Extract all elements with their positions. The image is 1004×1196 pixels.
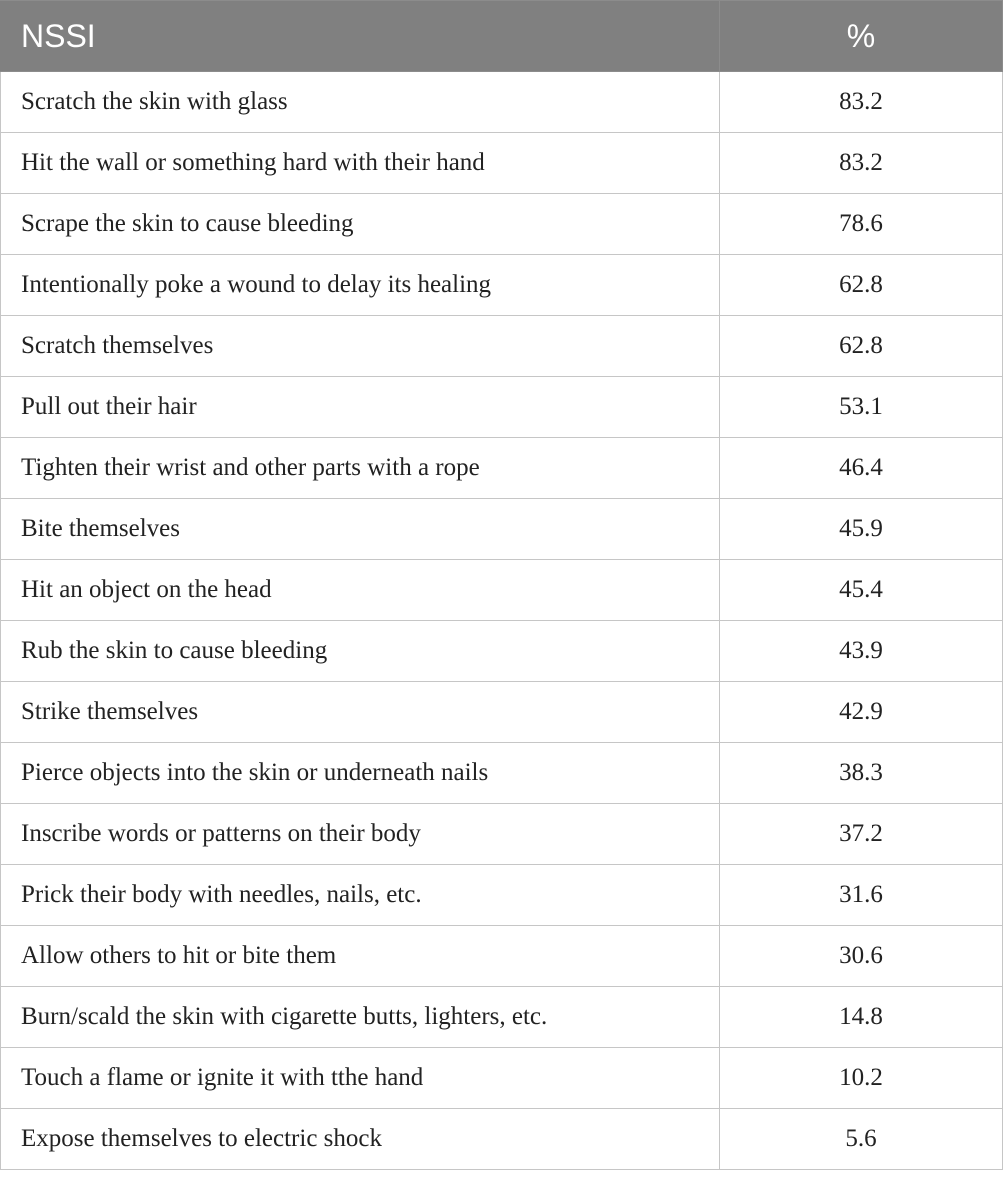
percent-cell: 42.9 xyxy=(720,682,1003,743)
header-row xyxy=(1,1,1003,72)
nssi-behavior-cell: Burn/scald the skin with cigarette butts, lighters, etc. xyxy=(1,987,720,1048)
table-row xyxy=(1,1109,1003,1170)
percent-cell: 37.2 xyxy=(720,804,1003,865)
percent-cell: 83.2 xyxy=(720,72,1003,133)
table-row xyxy=(1,865,1003,926)
percent-cell: 83.2 xyxy=(720,133,1003,194)
nssi-behavior-cell: Hit an object on the head xyxy=(1,560,720,621)
percent-cell: 30.6 xyxy=(720,926,1003,987)
table-row xyxy=(1,255,1003,316)
table-row xyxy=(1,1048,1003,1109)
percent-cell: 14.8 xyxy=(720,987,1003,1048)
header-percent: % xyxy=(720,1,1003,72)
table-row xyxy=(1,987,1003,1048)
table-row xyxy=(1,926,1003,987)
table-row xyxy=(1,621,1003,682)
table-row xyxy=(1,560,1003,621)
nssi-behavior-cell: Pierce objects into the skin or underneath nails xyxy=(1,743,720,804)
nssi-behavior-cell: Expose themselves to electric shock xyxy=(1,1109,720,1170)
table-body xyxy=(1,72,1003,1170)
table-row xyxy=(1,682,1003,743)
table-row xyxy=(1,804,1003,865)
table-row xyxy=(1,133,1003,194)
nssi-behavior-cell: Hit the wall or something hard with their hand xyxy=(1,133,720,194)
table-row xyxy=(1,316,1003,377)
nssi-behavior-cell: Tighten their wrist and other parts with a rope xyxy=(1,438,720,499)
percent-cell: 78.6 xyxy=(720,194,1003,255)
nssi-behavior-cell: Allow others to hit or bite them xyxy=(1,926,720,987)
percent-cell: 45.9 xyxy=(720,499,1003,560)
percent-cell: 62.8 xyxy=(720,316,1003,377)
table-row xyxy=(1,194,1003,255)
percent-cell: 43.9 xyxy=(720,621,1003,682)
table-row xyxy=(1,438,1003,499)
table-row xyxy=(1,72,1003,133)
percent-cell: 45.4 xyxy=(720,560,1003,621)
table-row xyxy=(1,743,1003,804)
percent-cell: 46.4 xyxy=(720,438,1003,499)
percent-cell: 10.2 xyxy=(720,1048,1003,1109)
table-row xyxy=(1,377,1003,438)
nssi-behavior-cell: Touch a flame or ignite it with tthe hand xyxy=(1,1048,720,1109)
nssi-behavior-cell: Intentionally poke a wound to delay its healing xyxy=(1,255,720,316)
percent-cell: 53.1 xyxy=(720,377,1003,438)
percent-cell: 5.6 xyxy=(720,1109,1003,1170)
table-header xyxy=(1,1,1003,72)
nssi-behavior-cell: Rub the skin to cause bleeding xyxy=(1,621,720,682)
nssi-behavior-cell: Prick their body with needles, nails, etc. xyxy=(1,865,720,926)
nssi-behavior-cell: Scrape the skin to cause bleeding xyxy=(1,194,720,255)
percent-cell: 38.3 xyxy=(720,743,1003,804)
header-nssi: NSSI xyxy=(1,1,720,72)
nssi-behavior-cell: Strike themselves xyxy=(1,682,720,743)
nssi-behavior-cell: Bite themselves xyxy=(1,499,720,560)
nssi-behavior-cell: Scratch the skin with glass xyxy=(1,72,720,133)
nssi-behavior-cell: Pull out their hair xyxy=(1,377,720,438)
table-row xyxy=(1,499,1003,560)
percent-cell: 31.6 xyxy=(720,865,1003,926)
nssi-behavior-cell: Inscribe words or patterns on their body xyxy=(1,804,720,865)
percent-cell: 62.8 xyxy=(720,255,1003,316)
nssi-behavior-cell: Scratch themselves xyxy=(1,316,720,377)
